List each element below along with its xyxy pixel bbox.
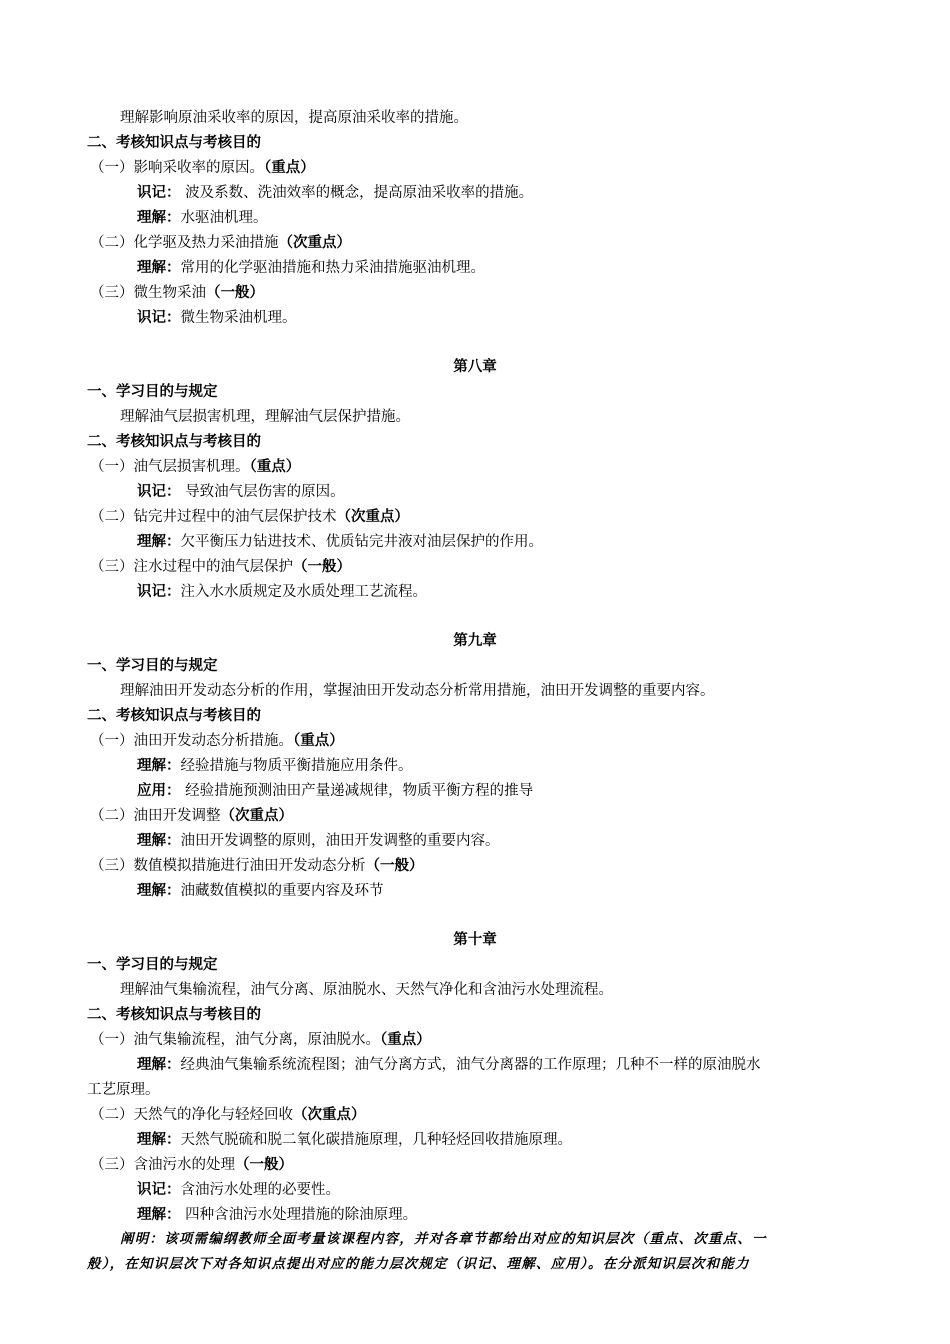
section-heading: 二、考核知识点与考核目的 (87, 433, 261, 450)
requirement-continuation: 工艺原理。 (87, 1082, 160, 1098)
requirement-line: 理解：欠平衡压力钻进技术、优质钻完井液对油层保护的作用。 (137, 533, 543, 550)
section-heading: 一、学习目的与规定 (87, 383, 218, 400)
section-text: 理解油气层损害机理，理解油气层保护措施。 (120, 409, 410, 425)
knowledge-item: （三）注水过程中的油气层保护（一般） (90, 558, 351, 575)
section-heading: 二、考核知识点与考核目的 (87, 1006, 261, 1023)
knowledge-item: （二）化学驱及热力采油措施（次重点） (90, 234, 351, 251)
chapter-title: 第九章 (453, 632, 497, 649)
knowledge-item: （三）数值模拟措施进行油田开发动态分析（一般） (90, 857, 424, 874)
requirement-line: 理解：油藏数值模拟的重要内容及环节 (137, 882, 384, 899)
requirement-line: 理解：经验措施与物质平衡措施应用条件。 (137, 757, 413, 774)
requirement-line: 识记： 波及系数、洗油效率的概念，提高原油采收率的措施。 (137, 184, 534, 201)
requirement-line: 理解：水驱油机理。 (137, 209, 268, 226)
knowledge-item: （一）油气层损害机理。（重点） (90, 458, 301, 475)
section-text: 理解油气集输流程，油气分离、原油脱水、天然气净化和含油污水处理流程。 (120, 982, 613, 998)
knowledge-item: （一）影响采收率的原因。（重点） (90, 159, 315, 176)
knowledge-item: （二）天然气的净化与轻烃回收（次重点） (90, 1106, 366, 1123)
requirement-line: 理解： 四种含油污水处理措施的除油原理。 (137, 1206, 418, 1223)
section-heading: 一、学习目的与规定 (87, 956, 218, 973)
knowledge-item: （二）钻完井过程中的油气层保护技术（次重点） (90, 508, 409, 525)
requirement-line: 应用： 经验措施预测油田产量递减规律，物质平衡方程的推导 (137, 782, 534, 799)
section-heading: 二、考核知识点与考核目的 (87, 134, 261, 151)
note-line: 般），在知识层次下对各知识点提出对应的能力层次规定（识记、理解、应用）。在分派知识层次和能力 (87, 1256, 750, 1272)
requirement-line: 识记：微生物采油机理。 (137, 309, 297, 326)
requirement-line: 识记： 导致油气层伤害的原因。 (137, 483, 345, 500)
note-line: 阐明：该项需编纲教师全面考量该课程内容，并对各章节都给出对应的知识层次（重点、次重点、一 (120, 1231, 767, 1247)
intro-text: 理解影响原油采收率的原因，提高原油采收率的措施。 (120, 110, 468, 126)
requirement-line: 理解：常用的化学驱油措施和热力采油措施驱油机理。 (137, 259, 485, 276)
section-heading: 二、考核知识点与考核目的 (87, 707, 261, 724)
knowledge-item: （一）油气集输流程，油气分离，原油脱水。（重点） (90, 1031, 431, 1048)
chapter-title: 第十章 (453, 931, 497, 948)
knowledge-item: （三）微生物采油（一般） (90, 284, 264, 301)
requirement-line: 识记：含油污水处理的必要性。 (137, 1181, 340, 1198)
requirement-line: 理解：天然气脱硫和脱二氧化碳措施原理，几种轻烃回收措施原理。 (137, 1131, 572, 1148)
chapter-title: 第八章 (453, 358, 497, 375)
requirement-line: 理解：油田开发调整的原则，油田开发调整的重要内容。 (137, 832, 500, 849)
knowledge-item: （二）油田开发调整（次重点） (90, 807, 293, 824)
requirement-line: 理解：经典油气集输系统流程图；油气分离方式，油气分离器的工作原理；几种不一样的原油脱水 (137, 1056, 761, 1073)
knowledge-item: （三）含油污水的处理（一般） (90, 1156, 293, 1173)
requirement-line: 识记：注入水水质规定及水质处理工艺流程。 (137, 583, 427, 600)
section-text: 理解油田开发动态分析的作用，掌握油田开发动态分析常用措施，油田开发调整的重要内容。 (120, 683, 715, 699)
knowledge-item: （一）油田开发动态分析措施。（重点） (90, 732, 344, 749)
section-heading: 一、学习目的与规定 (87, 657, 218, 674)
